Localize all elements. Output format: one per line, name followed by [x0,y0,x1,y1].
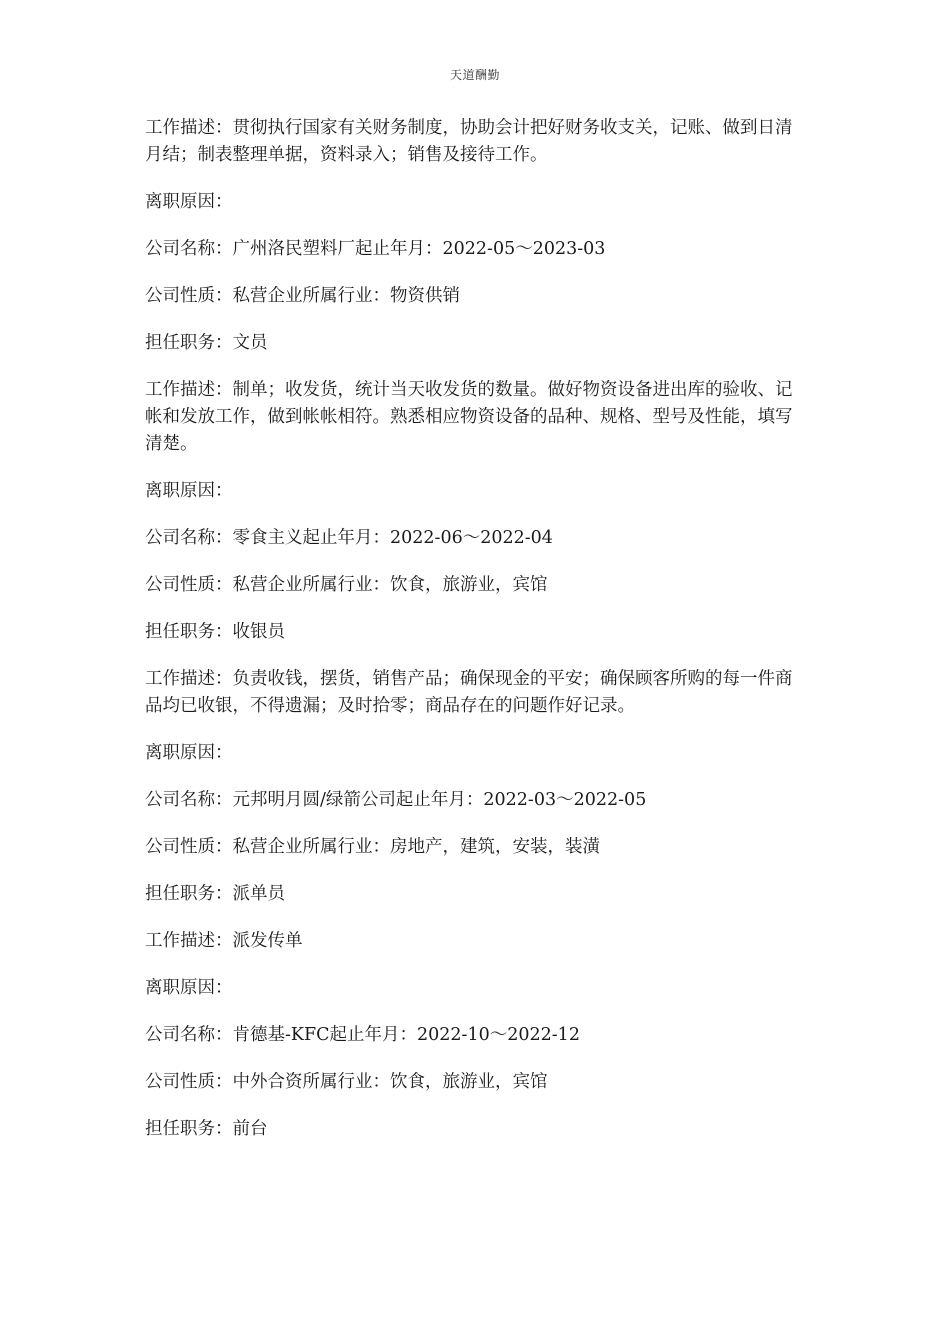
paragraph: 公司名称：广州洛民塑料厂起止年月：2022-05～2023-03 [145,239,606,259]
paragraph: 工作描述：贯彻执行国家有关财务制度，协助会计把好财务收支关，记账、做到日清月结；制表整理单据，资料录入；销售及接待工作。 [145,118,793,165]
paragraph: 担任职务：文员 [145,333,268,353]
paragraph: 公司名称：元邦明月圆/绿箭公司起止年月：2022-03～2022-05 [145,790,647,810]
paragraph: 担任职务：前台 [145,1119,268,1139]
paragraph: 工作描述：派发传单 [145,931,303,951]
paragraph: 公司性质：中外合资所属行业：饮食，旅游业，宾馆 [145,1072,548,1092]
paragraph: 离职原因： [145,743,233,763]
page-header: 天道酬勤 [449,68,500,82]
paragraph: 公司性质：私营企业所属行业：饮食，旅游业，宾馆 [145,575,548,595]
paragraph: 工作描述：制单；收发货，统计当天收发货的数量。做好物资设备进出库的验收、记帐和发放工作，做到帐帐相符。熟悉相应物资设备的品种、规格、型号及性能，填写清楚。 [145,380,793,454]
paragraph: 离职原因： [145,481,233,501]
paragraph: 工作描述：负责收钱，摆货，销售产品；确保现金的平安；确保顾客所购的每一件商品均已收银，不得遗漏；及时拾零；商品存在的问题作好记录。 [145,669,793,716]
paragraph: 离职原因： [145,978,233,998]
paragraph: 公司性质：私营企业所属行业：房地产，建筑，安装，装潢 [145,837,600,857]
paragraph: 公司名称：零食主义起止年月：2022-06～2022-04 [145,528,553,548]
paragraph: 担任职务：收银员 [145,622,285,642]
paragraph: 公司名称：肯德基-KFC起止年月：2022-10～2022-12 [145,1025,580,1045]
paragraph: 公司性质：私营企业所属行业：物资供销 [145,286,460,306]
paragraph: 离职原因： [145,192,233,212]
paragraph: 担任职务：派单员 [145,884,285,904]
document-body [145,115,800,1163]
